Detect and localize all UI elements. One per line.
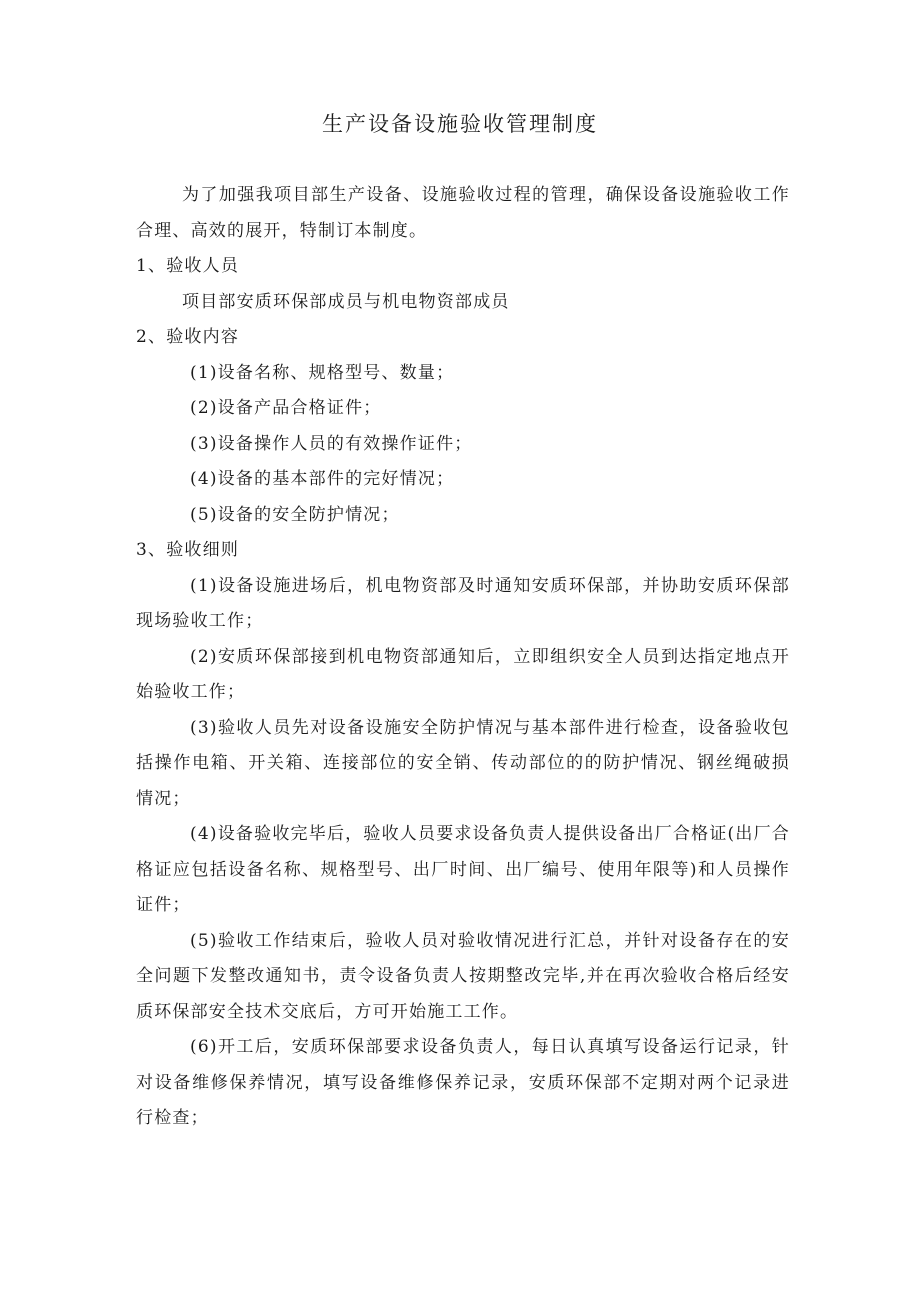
- rule-item: (3)验收人员先对设备设施安全防护情况与基本部件进行检查，设备验收包括操作电箱、开关箱、连接部位的安全销、传动部位的的防护情况、钢丝绳破损情况；: [136, 717, 790, 809]
- rule-item: (4)设备验收完毕后，验收人员要求设备负责人提供设备出厂合格证(出厂合格证应包括设备名称、规格型号、出厂时间、出厂编号、使用年限等)和人员操作证件；: [136, 824, 790, 915]
- content-item: (4)设备的基本部件的完好情况；: [190, 469, 455, 489]
- section-heading-content: 2、验收内容: [136, 327, 240, 347]
- rule-item: (5)验收工作结束后，验收人员对验收情况进行汇总，并针对设备存在的安全问题下发整改通知书，责令设备负责人按期整改完毕,并在再次验收合格后经安质环保部安全技术交底后，方可开始施工工作。: [136, 930, 790, 1022]
- content-item: (3)设备操作人员的有效操作证件；: [190, 433, 473, 454]
- personnel-line: 项目部安质环保部成员与机电物资部成员: [182, 291, 510, 312]
- document-body: [136, 178, 790, 1137]
- content-item: (2)设备产品合格证件；: [190, 398, 382, 418]
- content-item: (1)设备名称、规格型号、数量；: [190, 362, 455, 383]
- rule-item: (1)设备设施进场后，机电物资部及时通知安质环保部，并协助安质环保部现场验收工作；: [136, 575, 790, 631]
- rule-item: (6)开工后，安质环保部要求设备负责人，每日认真填写设备运行记录，针对设备维修保养情况，填写设备维修保养记录，安质环保部不定期对两个记录进行检查；: [136, 1037, 790, 1128]
- section-heading-personnel: 1、验收人员: [136, 256, 240, 276]
- section-heading-rules: 3、验收细则: [136, 540, 240, 560]
- content-item: (5)设备的安全防护情况；: [190, 504, 400, 525]
- document-title: 生产设备设施验收管理制度: [322, 112, 598, 136]
- rule-item: (2)安质环保部接到机电物资部通知后，立即组织安全人员到达指定地点开始验收工作；: [136, 646, 790, 702]
- intro-paragraph: 为了加强我项目部生产设备、设施验收过程的管理，确保设备设施验收工作合理、高效的展开，特制订本制度。: [136, 185, 790, 241]
